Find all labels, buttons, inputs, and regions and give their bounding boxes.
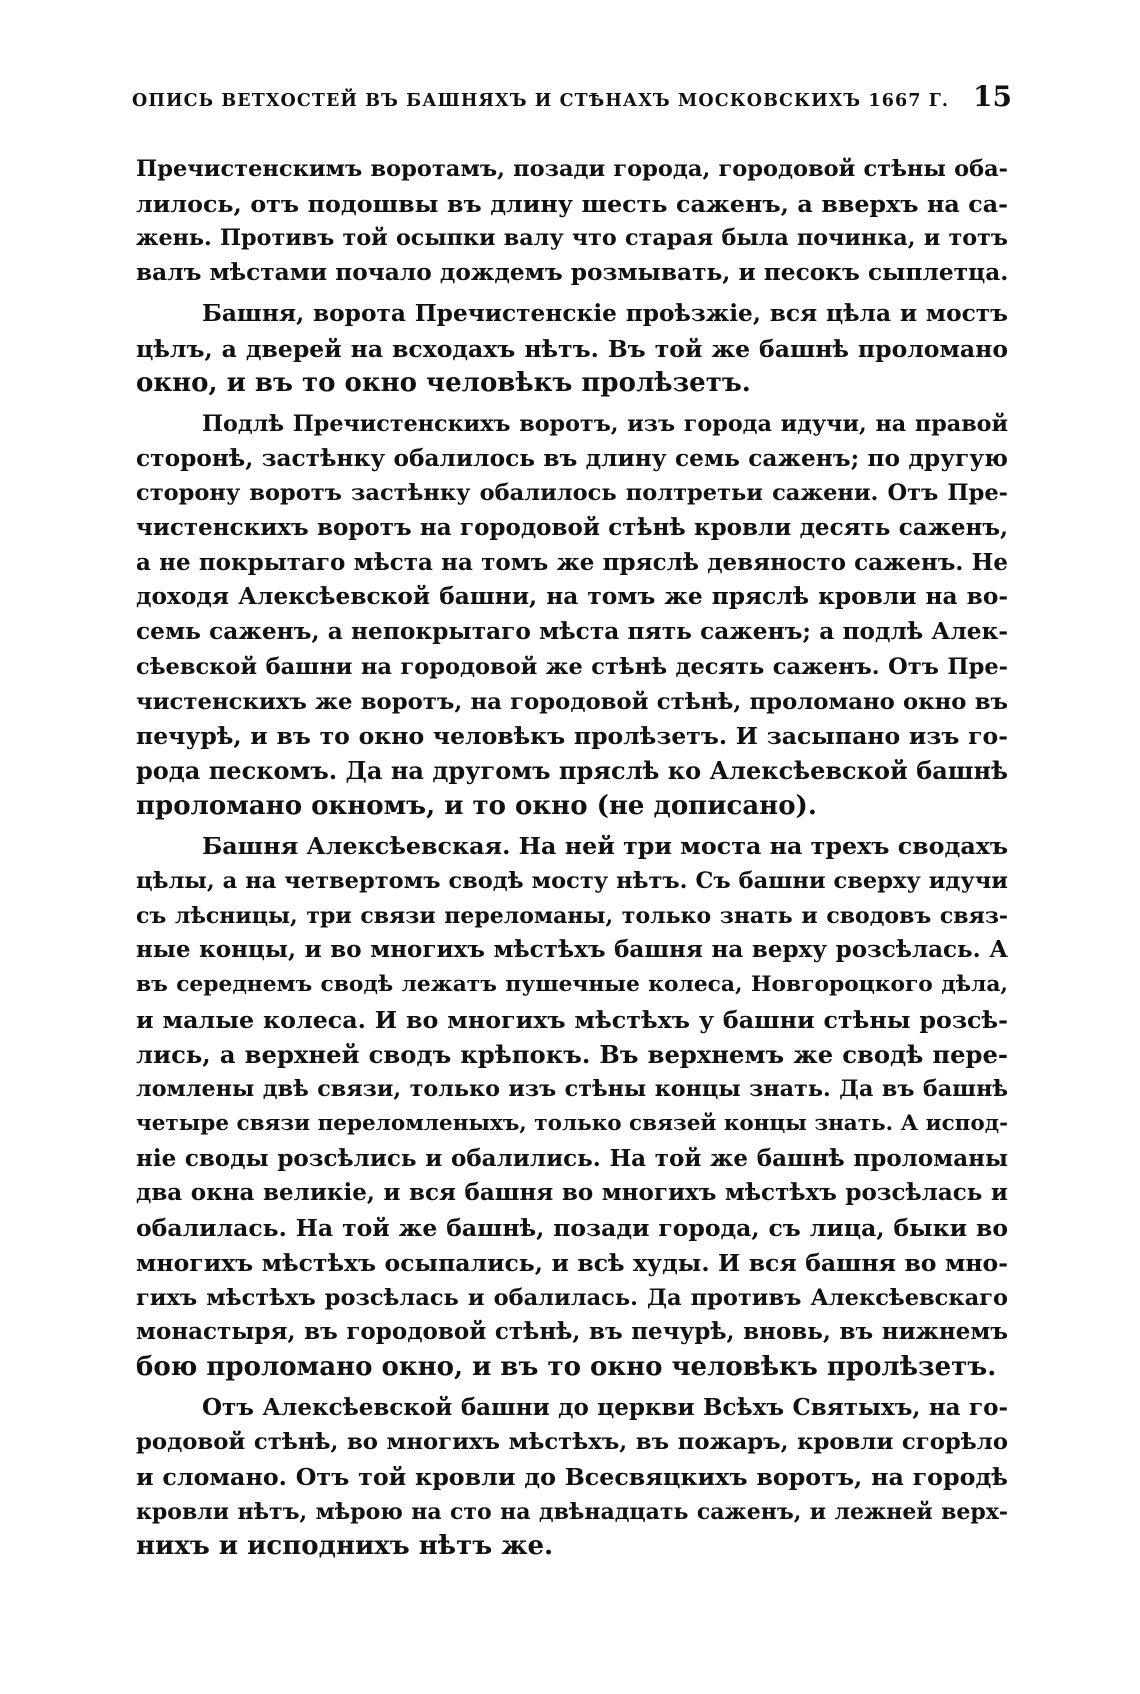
text-line: доходя Алексѣевской башни, на томъ же пряслѣ кровли на во- (136, 583, 1008, 611)
text-line: многихъ мѣстѣхъ осыпались, и всѣ худы. И вся башня во мно- (136, 1248, 1008, 1277)
text-line: четыре связи переломленыхъ, только связей концы знать. А испод- (136, 1110, 1008, 1136)
text-line: ніе своды розсѣлись и обалились. На той же башнѣ проломаны (136, 1144, 1008, 1172)
text-line: бою проломано окно, и въ то окно человѣкъ пролѣзетъ. (136, 1351, 997, 1382)
page-number: 15 (973, 80, 1012, 113)
text-line: монастыря, въ городовой стѣнѣ, въ печурѣ, вновь, въ нижнемъ (136, 1318, 1008, 1346)
text-line: окно, и въ то окно человѣкъ пролѣзетъ. (136, 368, 751, 399)
text-line: сторону воротъ застѣнку обалилось полтретьи сажени. Отъ Пре- (136, 480, 1008, 507)
text-line: два окна великіе, и вся башня во многихъ мѣстѣхъ розсѣлась и (136, 1179, 1008, 1207)
text-line: семь саженъ, а непокрытаго мѣста пять саженъ; а подлѣ Алек- (136, 618, 1008, 646)
text-line: и сломано. Отъ той кровли до Всесвяцкихъ воротъ, на городѣ (136, 1463, 1008, 1492)
paragraph-5 (136, 1391, 1008, 1565)
text-line: лилось, отъ подошвы въ длину шесть саженъ, а вверхъ на са- (136, 189, 1008, 218)
text-line: Пречистенскимъ воротамъ, позади города, городовой стѣны оба- (136, 156, 1008, 182)
text-line: въ середнемъ сводѣ лежатъ пушечные колеса, Новгороцкого дѣла, (136, 972, 1008, 998)
text-line: цѣлъ, а дверей на всходахъ нѣтъ. Въ той же башнѣ проломано (136, 334, 1008, 363)
body-text (136, 152, 1008, 1570)
running-head (132, 80, 1012, 113)
text-line: а не покрытаго мѣста на томъ же пряслѣ девяносто саженъ. Не (136, 548, 1008, 576)
text-line: Башня, ворота Пречистенскіе проѣзжіе, вся цѣла и мостъ (202, 299, 1008, 327)
paragraph-3 (136, 407, 1008, 823)
paragraph-2 (136, 297, 1008, 401)
text-line: цѣлы, а на четвертомъ сводѣ мосту нѣтъ. Съ башни сверху идучи (136, 868, 1008, 895)
text-line: чистенскихъ воротъ на городовой стѣнѣ кровли десять саженъ, (136, 514, 1008, 542)
text-line: чистенскихъ же воротъ, на городовой стѣнѣ, проломано окно въ (136, 688, 1008, 715)
text-line: жень. Противъ той осыпки валу что старая была починка, и тотъ (136, 225, 1008, 252)
text-line: родовой стѣнѣ, во многихъ мѣстѣхъ, въ пожаръ, кровли сгорѣло (136, 1429, 1008, 1456)
text-line: съ лѣсницы, три связи переломаны, только знать и сводовъ связ- (136, 902, 1008, 929)
text-line: обалилась. На той же башнѣ, позади города, съ лица, быки во (136, 1214, 1008, 1243)
text-line: Отъ Алексѣевской башни до церкви Всѣхъ Святыхъ, на го- (202, 1393, 1008, 1421)
text-line: рода пескомъ. Да на другомъ пряслѣ ко Алексѣевской башнѣ (136, 755, 1008, 785)
paragraph-1 (136, 152, 1008, 291)
text-line: ломлены двѣ связи, только изъ стѣны концы знать. Да въ башнѣ (136, 1076, 1008, 1103)
text-line: лись, а верхней сводъ крѣпокъ. Въ верхнемъ же сводѣ пере- (136, 1039, 1008, 1069)
text-line: ные концы, и во многихъ мѣстѣхъ башня на верху розсѣлась. А (136, 936, 1008, 964)
text-line: гихъ мѣстѣхъ розсѣлась и обалилась. Да противъ Алексѣевскаго (136, 1284, 1008, 1311)
text-line: валъ мѣстами почало дождемъ розмывать, и песокъ сыплетца. (136, 259, 1009, 287)
text-line: сѣевской башни на городовой же стѣнѣ десять саженъ. Отъ Пре- (136, 653, 1008, 680)
text-line: Башня Алексѣевская. На ней три моста на трехъ сводахъ (202, 832, 1009, 861)
paragraph-4 (136, 829, 1008, 1384)
text-line: нихъ и исподнихъ нѣтъ же. (136, 1531, 554, 1562)
running-title: ОПИСЬ ВЕТХОСТЕЙ ВЪ БАШНЯХЪ И СТѢНАХЪ МОСКОВСКИХЪ 1667 Г. (132, 91, 950, 111)
text-line: Подлѣ Пречистенскихъ воротъ, изъ города идучи, на правой (202, 410, 1008, 437)
text-line: печурѣ, и въ то окно человѣкъ пролѣзетъ. И засыпано изъ го- (136, 722, 1008, 751)
text-line: кровли нѣтъ, мѣрою на сто на двѣнадцать саженъ, и лежней верх- (136, 1498, 1008, 1525)
text-line: проломано окномъ, и то окно (не дописано). (136, 790, 817, 821)
text-line: сторонѣ, застѣнку обалилось въ длину семь саженъ; по другую (136, 444, 1008, 472)
text-line: и малые колеса. И во многихъ мѣстѣхъ у башни стѣны розсѣ- (136, 1005, 1008, 1034)
